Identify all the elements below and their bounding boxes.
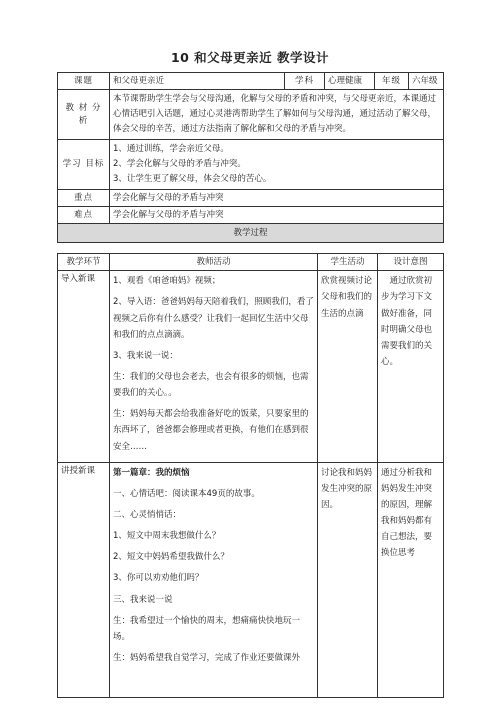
student-activity-cell: [318, 271, 378, 462]
document-title: 10 和父母更亲近 教学设计: [170, 50, 330, 65]
column-header: 教学环节: [58, 254, 110, 271]
teacher-line: 1、短文中周末我想做什么？: [113, 531, 221, 542]
design-intent-text: 通过分析我和妈妈发生冲突的原因，理解我和妈妈都有自己想法，要换位思考: [381, 467, 433, 559]
teacher-line: 1、观看《咱爸咱妈》视频；: [113, 276, 221, 287]
stage-cell: 讲授新课: [58, 462, 110, 697]
goal-item: 1、通过训练，学会亲近父母。: [113, 143, 229, 154]
process-title-row: [58, 224, 444, 243]
process-title: 教学过程: [58, 224, 444, 243]
design-intent-cell: [378, 271, 444, 462]
process-table: [57, 253, 444, 698]
table-row: [58, 462, 444, 697]
teacher-line: 三、我来说一说: [113, 594, 173, 605]
teacher-line: 二、心灵悄悄话：: [113, 510, 182, 520]
key-point-row: [58, 189, 444, 206]
goal-item: 3、让学生更了解父母，体会父母的苦心。: [113, 173, 272, 184]
student-activity-text: 欣赏视频讨论父母和我们的生活的点滴: [321, 276, 373, 319]
grade-value: 六年级: [409, 73, 444, 90]
teacher-line: 2、导入语：爸爸妈妈每天陪着我们，照顾我们，看了视频之后你有什么感受？让我们一起回忆生活中父母和我们的点点滴滴。: [113, 297, 314, 340]
teacher-line: 生：妈妈每天都会给我准备好吃的饭菜，只要家里的东西坏了，爸爸都会修理或者更换，有他们在感到很安全……: [113, 409, 309, 452]
goals-row: [58, 139, 444, 189]
column-header: 设计意图: [378, 254, 444, 271]
teacher-activity-cell: [110, 462, 318, 697]
teacher-activity-cell: [110, 271, 318, 462]
process-header-row: [58, 254, 444, 271]
teacher-line: 生：妈妈希望我自觉学习，完成了作业还要做课外: [113, 652, 301, 663]
analysis-label-text: 教 材 分析: [65, 103, 102, 126]
student-activity-cell: [318, 462, 378, 697]
student-activity-text: 讨论我和妈妈发生冲突的原因。: [321, 467, 373, 510]
teacher-line: 2、短文中妈妈希望我做什么？: [113, 552, 229, 563]
difficulty-label: 难点: [58, 206, 110, 223]
analysis-text: 本节课帮助学生学会与父母沟通，化解与父母的矛盾和冲突，与父母更亲近，本课通过心情话吧引入话题，通过心灵港湾帮助学生了解如何与父母沟通，通过活动了解父母，体会父母的辛苦，通过方法指南了解化解和父母的矛盾与冲突。: [110, 90, 444, 140]
teacher-line: 3、我来说一说：: [113, 350, 178, 361]
table-row: [58, 271, 444, 462]
subject-label: 学科: [285, 73, 325, 90]
key-point-text: 学会化解与父母的矛盾与冲突: [110, 189, 444, 206]
stage-cell: 导入新课: [58, 271, 110, 462]
key-point-label: 重点: [58, 189, 110, 206]
teacher-line: 3、你可以劝劝他们吗？: [113, 573, 204, 584]
topic-label: 课题: [58, 73, 110, 90]
chapter-heading: 第一篇章：我的烦恼: [113, 467, 190, 478]
design-intent-cell: [378, 462, 444, 697]
subject-value: 心理健康: [325, 73, 375, 90]
lesson-plan-table: [57, 72, 444, 243]
info-row: [58, 73, 444, 90]
column-header: 教师活动: [110, 254, 318, 271]
analysis-label: [58, 90, 110, 140]
column-header: 学生活动: [318, 254, 378, 271]
topic-value: 和父母更亲近: [110, 73, 285, 90]
difficulty-text: 学会化解与父母的矛盾与冲突: [110, 206, 444, 223]
difficulty-row: [58, 206, 444, 223]
grade-label: 年级: [375, 73, 409, 90]
teacher-line: 生：我们的父母也会老去，也会有很多的烦恼，也需要我们的关心。。: [113, 372, 309, 399]
analysis-row: [58, 90, 444, 140]
goal-item: 2、学会化解与父母的矛盾与冲突。: [113, 158, 246, 169]
goals-list: [110, 139, 444, 189]
goals-label: 学习 目标: [58, 139, 110, 189]
teacher-line: 一、心情话吧：阅读课本49页的故事。: [113, 488, 260, 499]
design-intent-text: 通过欣赏初步为学习下文做好准备，同时明确父母也需要我们的关心。: [381, 276, 433, 368]
teacher-line: 生：我希望过一个愉快的周末，想痛痛快快地玩一场。: [113, 615, 301, 642]
